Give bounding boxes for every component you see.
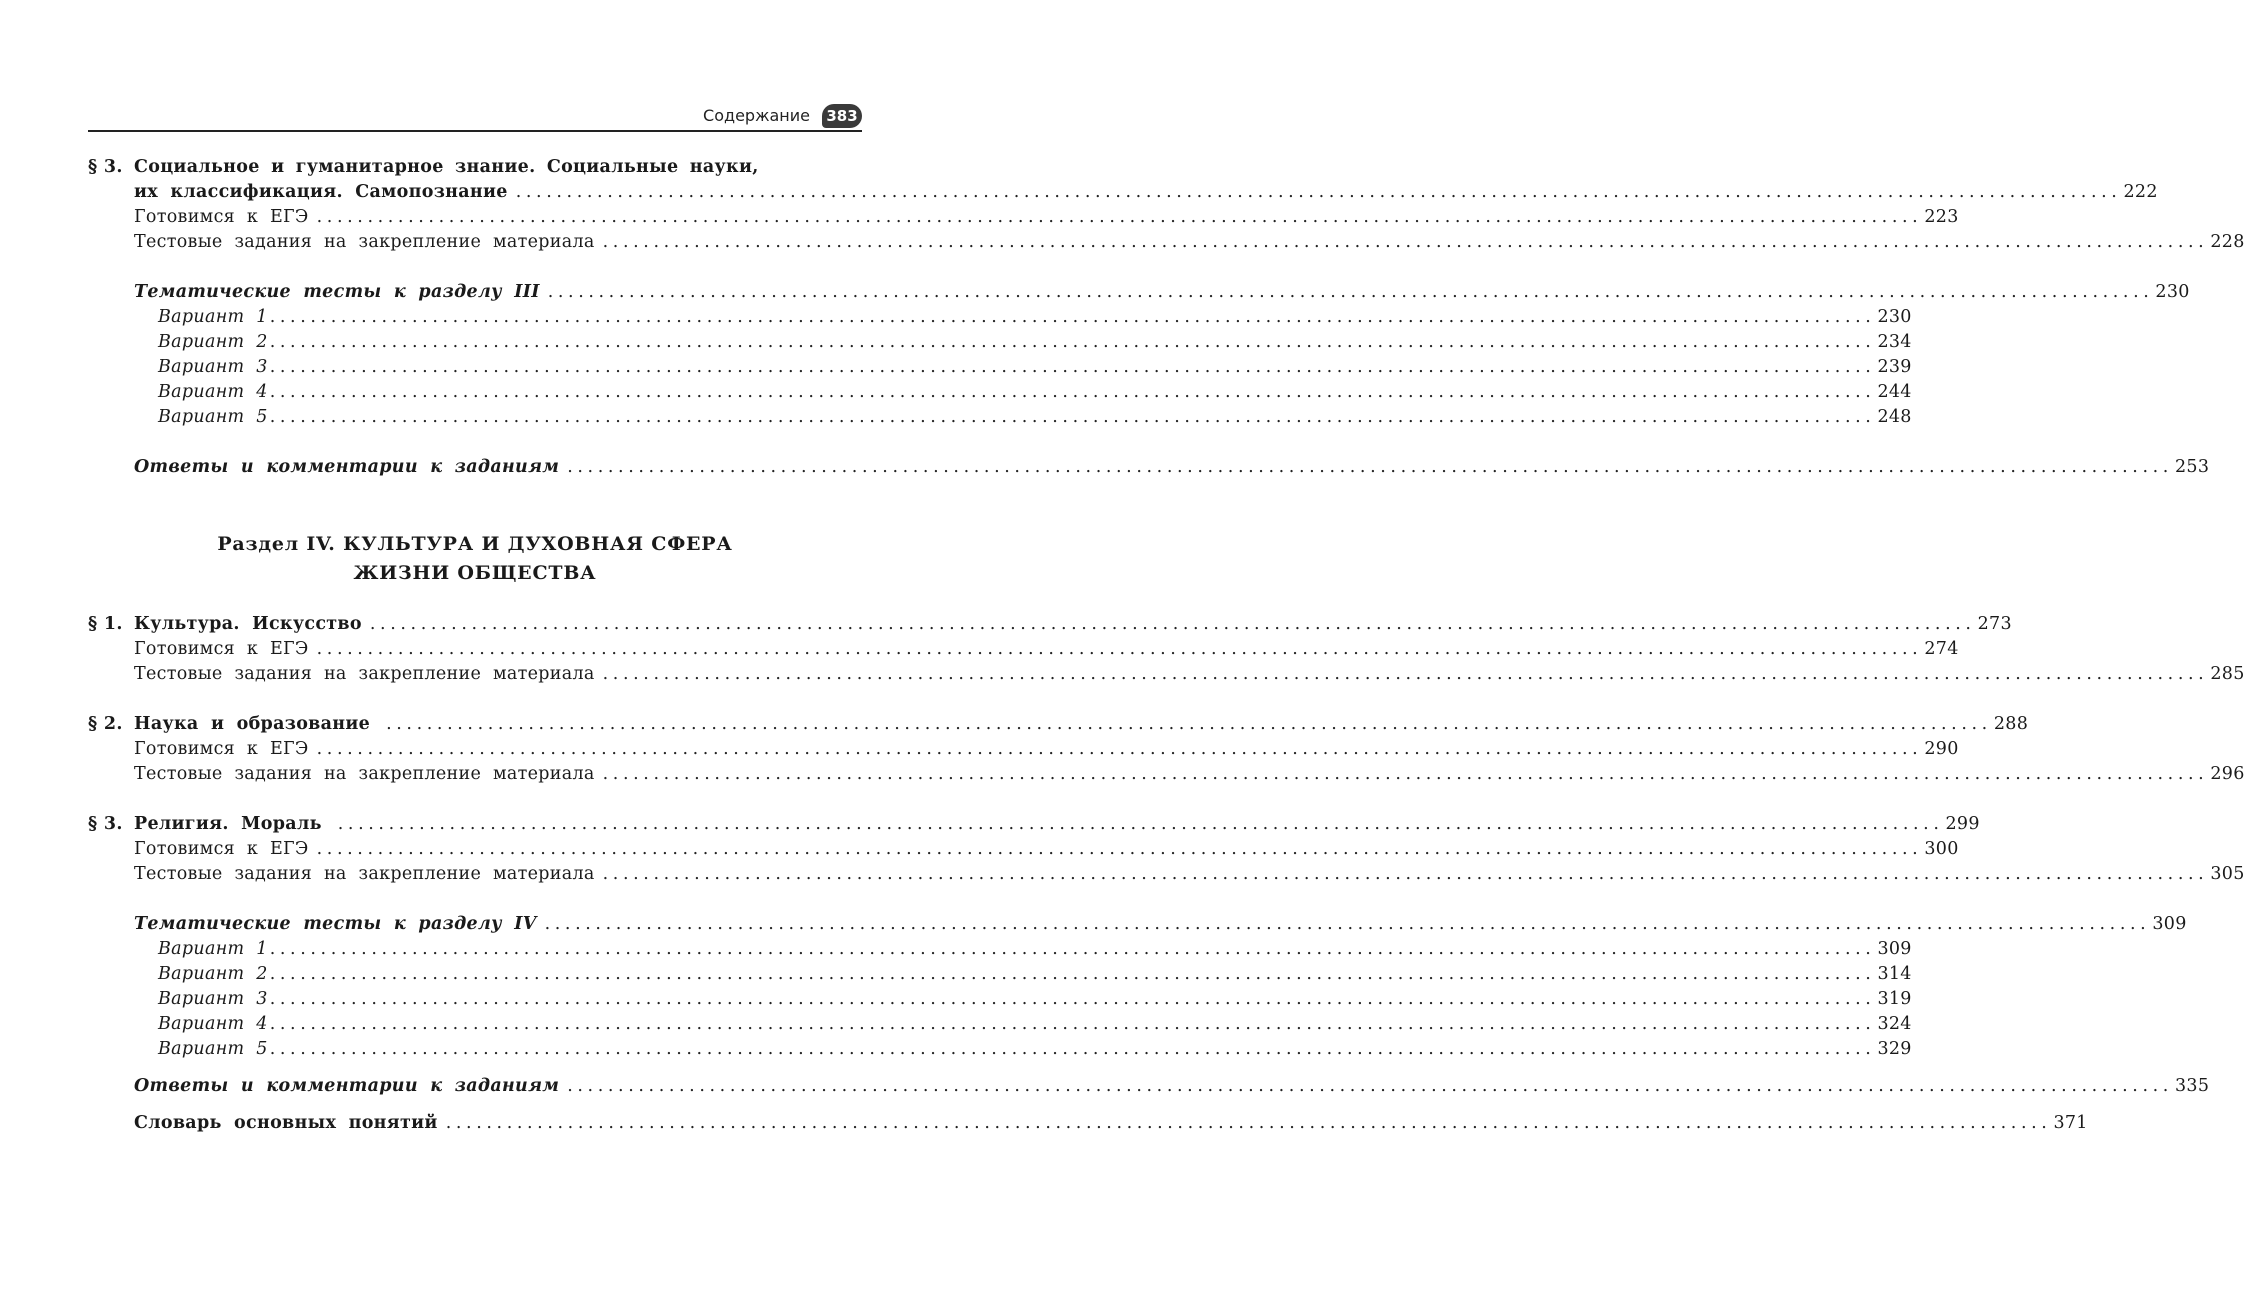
toc-variant-title: Вариант 5 <box>158 407 268 427</box>
dot-leader: .............................................................................................................................................................. <box>316 639 1923 659</box>
toc-entry-title-line <box>88 155 862 180</box>
toc-entry-title: Религия. Мораль <box>134 814 322 834</box>
toc-page-number: 273 <box>1977 614 2012 634</box>
dot-leader: .............................................................................................................................................................. <box>269 407 1876 427</box>
toc-page-number: 329 <box>1877 1039 1912 1059</box>
toc-answers-entry[interactable] <box>88 1074 2210 1099</box>
dot-leader: .............................................................................................................................................................. <box>269 382 1876 402</box>
toc-subentry-title: Готовимся к ЕГЭ <box>134 207 309 227</box>
dot-leader: .............................................................................................................................................................. <box>602 864 2209 884</box>
toc-page-number: 222 <box>2123 182 2158 202</box>
dot-leader: .............................................................................................................................................................. <box>269 964 1876 984</box>
toc-page-number: 244 <box>1877 382 1912 402</box>
toc-subentry[interactable] <box>88 662 2245 687</box>
toc-page-number: 309 <box>2152 914 2187 934</box>
toc-page-number: 248 <box>1877 407 1912 427</box>
toc-entry-title: Социальное и гуманитарное знание. Социальные науки, <box>134 157 759 177</box>
toc-page-number: 324 <box>1877 1014 1912 1034</box>
toc-subentry-title: Тестовые задания на закрепление материала <box>134 764 595 784</box>
dot-leader: .............................................................................................................................................................. <box>445 1113 2052 1133</box>
dot-leader: .............................................................................................................................................................. <box>369 614 1976 634</box>
section-heading: Раздел IV. КУЛЬТУРА И ДУХОВНАЯ СФЕРА <box>217 533 733 555</box>
toc-entry-title: Тематические тесты к разделу III <box>134 282 540 302</box>
toc-page-number: 305 <box>2210 864 2245 884</box>
toc-subentry[interactable] <box>88 737 1959 762</box>
toc-page-number: 234 <box>1877 332 1912 352</box>
toc-variant-title: Вариант 3 <box>158 989 268 1009</box>
toc-entry-number: § 2. <box>88 714 123 734</box>
toc-variant-entry[interactable] <box>88 1037 1912 1062</box>
dot-leader: .............................................................................................................................................................. <box>269 332 1876 352</box>
dot-leader: .............................................................................................................................................................. <box>547 282 2154 302</box>
toc-tests-entry[interactable] <box>88 280 2190 305</box>
toc-page-number: 299 <box>1945 814 1980 834</box>
toc-entry-number: § 3. <box>88 814 123 834</box>
toc-entry-title: Культура. Искусство <box>134 614 362 634</box>
toc-subentry-title: Готовимся к ЕГЭ <box>134 739 309 759</box>
dot-leader: .............................................................................................................................................................. <box>269 989 1876 1009</box>
toc-entry-title: Ответы и комментарии к заданиям <box>134 1076 560 1096</box>
toc-page-number: 230 <box>2155 282 2190 302</box>
table-of-contents <box>88 0 2245 1300</box>
toc-entry-number: § 1. <box>88 614 123 634</box>
dot-leader: .............................................................................................................................................................. <box>602 232 2209 252</box>
toc-page-number: 230 <box>1877 307 1912 327</box>
toc-page-number: 296 <box>2210 764 2245 784</box>
dot-leader: .............................................................................................................................................................. <box>515 182 2122 202</box>
toc-entry-title: Тематические тесты к разделу IV <box>134 914 537 934</box>
toc-entry[interactable] <box>88 180 2158 205</box>
toc-variant-entry[interactable] <box>88 355 1912 380</box>
toc-variant-title: Вариант 1 <box>158 307 268 327</box>
dot-leader: .............................................................................................................................................................. <box>316 207 1923 227</box>
dot-leader: .............................................................................................................................................................. <box>544 914 2151 934</box>
toc-page-number: 371 <box>2053 1113 2088 1133</box>
dot-leader: .............................................................................................................................................................. <box>567 457 2173 477</box>
toc-variant-title: Вариант 2 <box>158 964 268 984</box>
toc-variant-title: Вариант 3 <box>158 357 268 377</box>
toc-page-number: 228 <box>2210 232 2245 252</box>
toc-variant-entry[interactable] <box>88 330 1912 355</box>
dot-leader: .............................................................................................................................................................. <box>269 357 1876 377</box>
toc-subentry[interactable] <box>88 762 2245 787</box>
toc-entry[interactable] <box>88 612 2012 637</box>
toc-page-number: 223 <box>1924 207 1959 227</box>
toc-page-number: 309 <box>1877 939 1912 959</box>
section-heading: ЖИЗНИ ОБЩЕСТВА <box>353 562 597 584</box>
toc-variant-entry[interactable] <box>88 305 1912 330</box>
dot-leader: .............................................................................................................................................................. <box>337 814 1944 834</box>
toc-subentry-title: Тестовые задания на закрепление материала <box>134 232 595 252</box>
toc-page-number: 288 <box>1993 714 2029 734</box>
toc-subentry[interactable] <box>88 230 2245 255</box>
toc-entry-title: Словарь основных понятий <box>134 1113 438 1133</box>
toc-variant-title: Вариант 4 <box>158 1014 268 1034</box>
toc-entry-title: Наука и образование <box>134 714 371 734</box>
toc-variant-title: Вариант 2 <box>158 332 268 352</box>
toc-entry[interactable] <box>88 712 2029 737</box>
toc-entry-title: их классификация. Самопознание <box>134 182 508 202</box>
dot-leader: .............................................................................................................................................................. <box>567 1076 2173 1096</box>
toc-subentry-title: Готовимся к ЕГЭ <box>134 639 309 659</box>
toc-subentry-title: Готовимся к ЕГЭ <box>134 839 309 859</box>
dot-leader: .............................................................................................................................................................. <box>269 939 1876 959</box>
toc-page-number: 314 <box>1877 964 1912 984</box>
toc-variant-entry[interactable] <box>88 937 1912 962</box>
toc-subentry-title: Тестовые задания на закрепление материала <box>134 864 595 884</box>
toc-variant-entry[interactable] <box>88 962 1912 987</box>
toc-page-number: 239 <box>1877 357 1912 377</box>
dot-leader: .............................................................................................................................................................. <box>316 839 1923 859</box>
toc-entry[interactable] <box>88 812 1980 837</box>
toc-page-number: 290 <box>1924 739 1959 759</box>
toc-variant-title: Вариант 4 <box>158 382 268 402</box>
dot-leader: .............................................................................................................................................................. <box>602 664 2209 684</box>
toc-variant-entry[interactable] <box>88 1012 1912 1037</box>
toc-entry-number: § 3. <box>88 157 123 177</box>
toc-variant-entry[interactable] <box>88 987 1912 1012</box>
toc-page-number: 335 <box>2174 1076 2210 1096</box>
toc-variant-title: Вариант 1 <box>158 939 268 959</box>
toc-subentry-title: Тестовые задания на закрепление материала <box>134 664 595 684</box>
toc-subentry[interactable] <box>88 862 2245 887</box>
page-number-badge: 383 <box>822 104 862 128</box>
dot-leader: .............................................................................................................................................................. <box>269 307 1876 327</box>
toc-page-number: 274 <box>1924 639 1959 659</box>
dot-leader: .............................................................................................................................................................. <box>269 1039 1876 1059</box>
dot-leader: .............................................................................................................................................................. <box>316 739 1923 759</box>
toc-answers-entry[interactable] <box>88 455 2210 480</box>
toc-page-number: 253 <box>2174 457 2210 477</box>
toc-subentry[interactable] <box>88 837 1959 862</box>
toc-entry-title: Ответы и комментарии к заданиям <box>134 457 560 477</box>
dot-leader: .............................................................................................................................................................. <box>602 764 2209 784</box>
toc-page-number: 319 <box>1877 989 1912 1009</box>
toc-page-number: 285 <box>2210 664 2245 684</box>
toc-variant-entry[interactable] <box>88 380 1912 405</box>
toc-variant-title: Вариант 5 <box>158 1039 268 1059</box>
toc-subentry[interactable] <box>88 205 1959 230</box>
running-head-label: Содержание <box>703 106 810 125</box>
toc-variant-entry[interactable] <box>88 405 1912 430</box>
dot-leader: .............................................................................................................................................................. <box>269 1014 1876 1034</box>
dot-leader: .............................................................................................................................................................. <box>386 714 1992 734</box>
toc-tests-entry[interactable] <box>88 912 2187 937</box>
toc-subentry[interactable] <box>88 637 1959 662</box>
toc-glossary-entry[interactable] <box>88 1111 2088 1136</box>
toc-page-number: 300 <box>1924 839 1959 859</box>
